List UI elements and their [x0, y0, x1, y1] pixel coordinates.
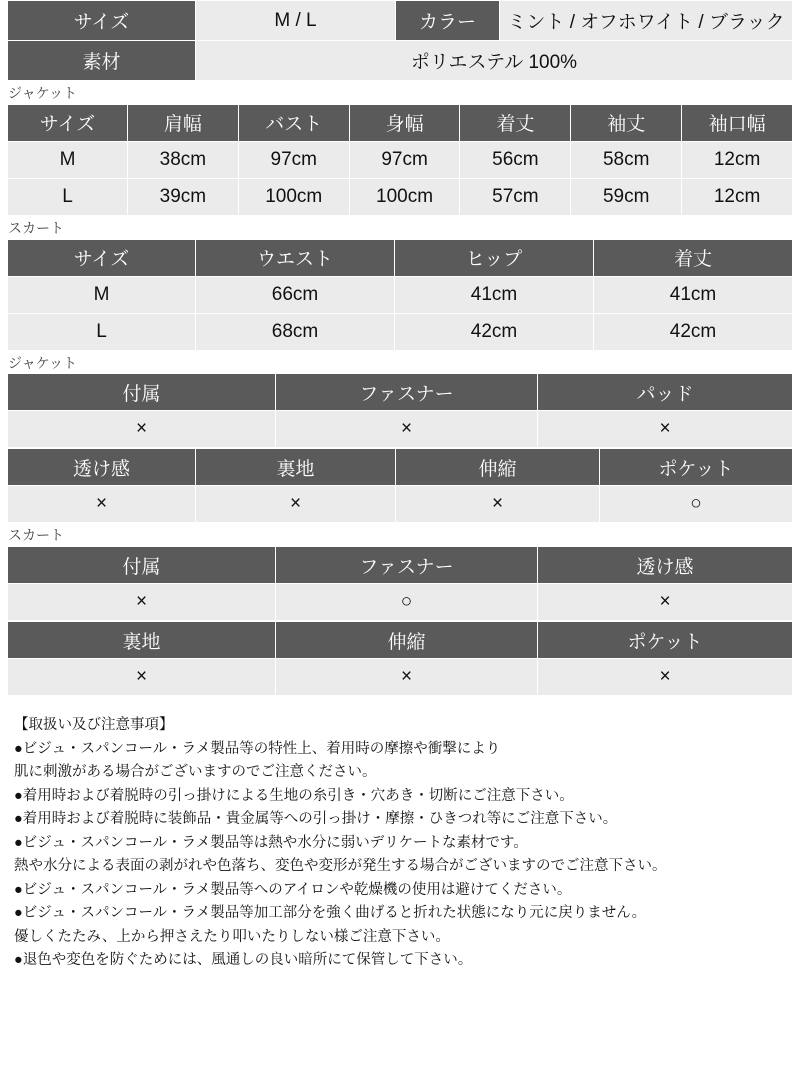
cell: ×	[196, 486, 396, 523]
col-header: ポケット	[600, 449, 793, 486]
jacket-attr-label: ジャケット	[8, 354, 78, 371]
col-header: ポケット	[538, 622, 793, 659]
cell: 56cm	[460, 141, 571, 178]
note-line: 肌に刺激がある場合がございますのでご注意ください。	[14, 764, 377, 781]
cell: 38cm	[128, 141, 239, 178]
cell: ×	[538, 659, 793, 696]
care-notes	[0, 714, 800, 972]
cell: ○	[276, 584, 538, 621]
cell: 12cm	[682, 141, 793, 178]
cell: 59cm	[571, 178, 682, 215]
skirt-size-label: スカート	[8, 219, 64, 236]
table-row	[8, 486, 793, 523]
spec-material-value: ポリエステル 100%	[196, 41, 793, 81]
jacket-attr-table-2	[7, 448, 793, 523]
row-label: M	[8, 141, 128, 178]
col-header: 付属	[8, 547, 276, 584]
col-header: 伸縮	[276, 622, 538, 659]
cell: ×	[538, 584, 793, 621]
spec-color-header: カラー	[396, 1, 500, 41]
note-line: ●ビジュ・スパンコール・ラメ製品等へのアイロンや乾燥機の使用は避けてください。	[14, 881, 572, 898]
col-header: ウエスト	[196, 239, 395, 276]
col-header: パッド	[538, 374, 793, 411]
skirt-attr-table-1	[7, 546, 793, 621]
spec-color-value: ミント / オフホワイト / ブラック	[500, 1, 793, 41]
cell: 68cm	[196, 313, 395, 350]
cell: 100cm	[349, 178, 460, 215]
table-row	[8, 659, 793, 696]
cell: 58cm	[571, 141, 682, 178]
note-line: ●退色や変色を防ぐためには、風通しの良い暗所にて保管して下さい。	[14, 952, 473, 969]
spec-size-value: M / L	[196, 1, 396, 41]
table-row	[8, 313, 793, 350]
col-header: ファスナー	[276, 374, 538, 411]
note-line: ●ビジュ・スパンコール・ラメ製品等は熱や水分に弱いデリケートな素材です。	[14, 834, 528, 851]
row-label: M	[8, 276, 196, 313]
cell: ×	[396, 486, 600, 523]
cell: 41cm	[594, 276, 793, 313]
table-row	[8, 178, 793, 215]
table-row	[8, 141, 793, 178]
skirt-attr-label: スカート	[8, 527, 64, 544]
cell: ×	[8, 486, 196, 523]
col-header: 裏地	[196, 449, 396, 486]
cell: ×	[276, 659, 538, 696]
table-row	[8, 584, 793, 621]
col-header: サイズ	[8, 239, 196, 276]
cell: ○	[600, 486, 793, 523]
table-row	[8, 547, 793, 584]
col-header: 透け感	[538, 547, 793, 584]
col-header: 身幅	[349, 104, 460, 141]
note-line: 熱や水分による表面の剥がれや色落ち、変色や変形が発生する場合がございますのでご注意下さい。	[14, 858, 667, 875]
spec-table	[7, 0, 793, 81]
table-row	[8, 276, 793, 313]
table-row	[8, 622, 793, 659]
row-label: L	[8, 178, 128, 215]
col-header: 着丈	[594, 239, 793, 276]
skirt-attr-table-2	[7, 621, 793, 696]
col-header: ファスナー	[276, 547, 538, 584]
col-header: バスト	[238, 104, 349, 141]
col-header: 肩幅	[128, 104, 239, 141]
col-header: 伸縮	[396, 449, 600, 486]
note-line: ●着用時および着脱時に装飾品・貴金属等への引っ掛け・摩擦・ひきつれ等にご注意下さい。	[14, 811, 618, 828]
cell: 57cm	[460, 178, 571, 215]
note-line: ●着用時および着脱時の引っ掛けによる生地の糸引き・穴あき・切断にご注意下さい。	[14, 787, 574, 804]
row-label: L	[8, 313, 196, 350]
col-header: 裏地	[8, 622, 276, 659]
table-row	[8, 239, 793, 276]
jacket-attr-table-1	[7, 373, 793, 448]
notes-title: 【取扱い及び注意事項】	[14, 717, 174, 734]
col-header: 袖丈	[571, 104, 682, 141]
cell: 39cm	[128, 178, 239, 215]
col-header: ヒップ	[395, 239, 594, 276]
cell: 66cm	[196, 276, 395, 313]
table-row	[8, 41, 793, 81]
cell: 97cm	[349, 141, 460, 178]
spec-size-header: サイズ	[8, 1, 196, 41]
cell: 42cm	[395, 313, 594, 350]
cell: 100cm	[238, 178, 349, 215]
col-header: 付属	[8, 374, 276, 411]
table-row	[8, 1, 793, 41]
note-line: ●ビジュ・スパンコール・ラメ製品等加工部分を強く曲げると折れた状態になり元に戻りません。	[14, 905, 647, 922]
table-row	[8, 411, 793, 448]
note-line: ●ビジュ・スパンコール・ラメ製品等の特性上、着用時の摩擦や衝撃により	[14, 740, 501, 757]
col-header: 袖口幅	[682, 104, 793, 141]
table-row	[8, 449, 793, 486]
jacket-size-label: ジャケット	[8, 85, 78, 101]
cell: 42cm	[594, 313, 793, 350]
cell: 97cm	[238, 141, 349, 178]
col-header: サイズ	[8, 104, 128, 141]
cell: ×	[8, 411, 276, 448]
cell: ×	[8, 584, 276, 621]
cell: 12cm	[682, 178, 793, 215]
skirt-size-table	[7, 239, 793, 351]
spec-material-header: 素材	[8, 41, 196, 81]
col-header: 着丈	[460, 104, 571, 141]
cell: 41cm	[395, 276, 594, 313]
cell: ×	[538, 411, 793, 448]
table-row	[8, 104, 793, 141]
cell: ×	[276, 411, 538, 448]
jacket-size-table	[7, 104, 793, 216]
table-row	[8, 374, 793, 411]
col-header: 透け感	[8, 449, 196, 486]
note-line: 優しくたたみ、上から押さえたり叩いたりしない様ご注意下さい。	[14, 928, 450, 945]
cell: ×	[8, 659, 276, 696]
